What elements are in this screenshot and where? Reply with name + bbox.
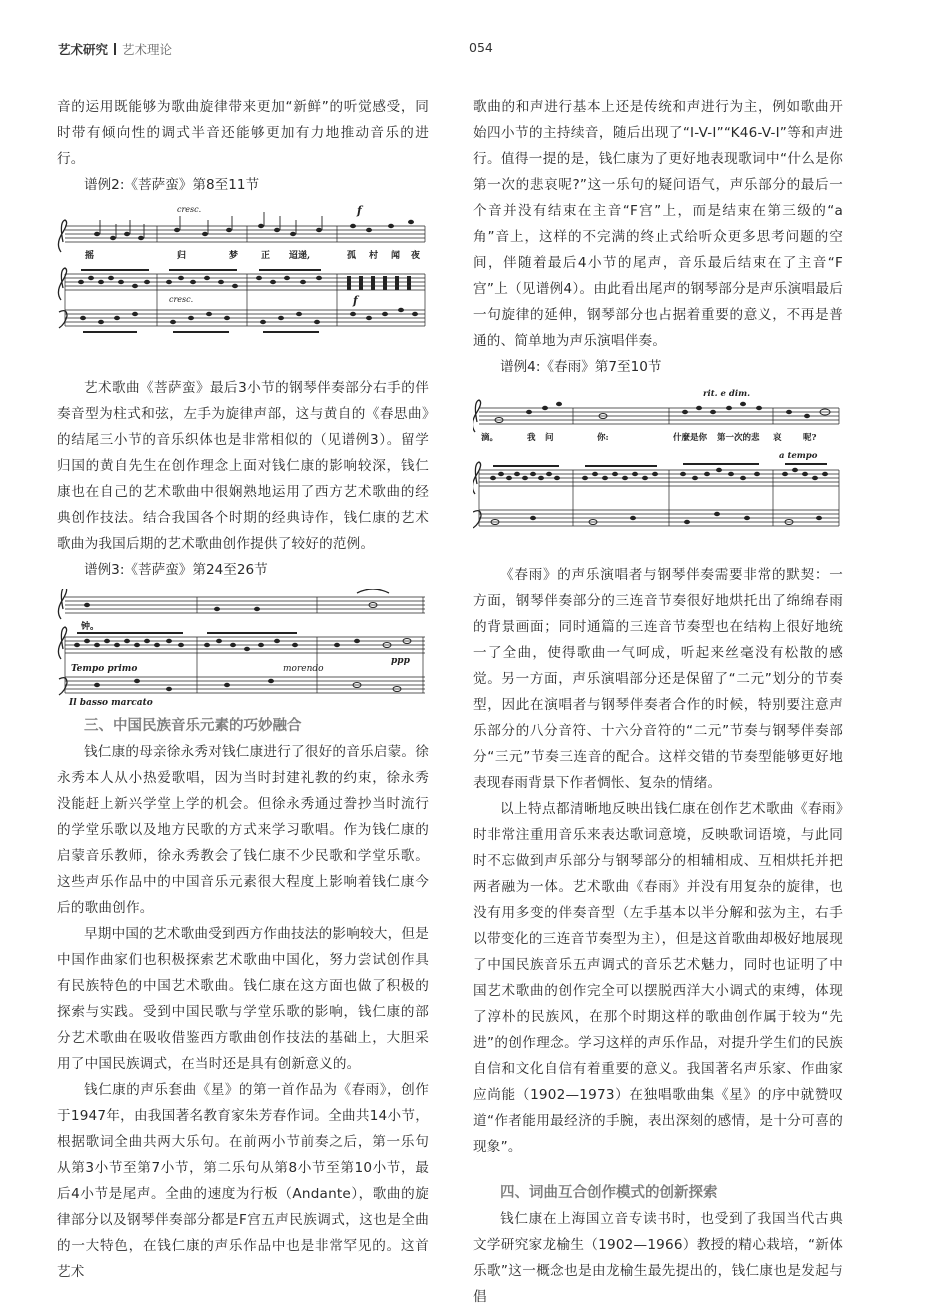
left-paragraph-1: 音的运用既能够为歌曲旋律带来更加“新鲜”的听觉感受，同时带有倾向性的调式半音还能够更加有力地推动音乐的进行。: [57, 99, 429, 167]
lyric: 你:: [597, 433, 609, 443]
right-paragraph-1: 歌曲的和声进行基本上还是传统和声进行为主，例如歌曲开始四小节的主持续音，随后出现了“I-V-I”“K46-V-I”等和声进行。值得一提的是，钱仁康为了更好地表现歌词中“什么是你第一次的悲哀呢?”这一乐句的疑问语气，声乐部分的最后一个音并没有结束在主音“F宫”上，而是结束在第三级的“a角”音上，这样的不完满的终止式给听众更多思考问题的空间，伴随着最后4小节的尾声，音乐最后结束在了主音“F宫”上（见谱例4）。由此看出尾声的钢琴部分是声乐演唱最后一句旋律的延伸，钢琴部分也占据着重要的意义，不再是普通的、简单地为声乐演唱伴奏。: [473, 99, 843, 349]
example-4-caption: 谱例4:《春雨》第7至10节: [500, 359, 662, 375]
a-tempo-mark: a tempo: [779, 451, 818, 461]
tempo-primo-mark: Tempo primo: [71, 664, 138, 674]
lyric: 摇: [85, 251, 95, 261]
ppp-mark: ppp: [391, 656, 410, 666]
page-number: 054: [469, 40, 493, 55]
lyric: 呢?: [803, 433, 817, 443]
lyric: 梦: [229, 251, 239, 261]
right-column: [473, 94, 843, 1310]
lyric: 归: [177, 251, 187, 261]
example-3-lyric: 钟。: [81, 622, 100, 632]
lyric: 夜: [411, 251, 421, 261]
lyric: 村: [369, 251, 379, 261]
forte-mark-piano: f: [353, 294, 358, 307]
basso-marcato-mark: Il basso marcato: [69, 698, 153, 707]
lyric: 孤: [347, 251, 357, 261]
rit-dim-mark: rit. e dim.: [703, 389, 751, 399]
cresc-mark-voice: cresc.: [177, 205, 202, 214]
lyric: 什麼是你: [673, 433, 708, 443]
section-name: 艺术理论: [122, 42, 173, 57]
forte-mark-voice: f: [357, 204, 362, 217]
lyric: 迢递,: [289, 251, 311, 261]
lyric: 闻: [391, 251, 401, 261]
section-heading-3: 三、中国民族音乐元素的巧妙融合: [84, 717, 302, 734]
example-2-caption: 谱例2:《菩萨蛮》第8至11节: [84, 177, 260, 193]
music-example-2: [57, 204, 429, 369]
left-paragraph-4: 早期中国的艺术歌曲受到西方作曲技法的影响较大，但是中国作曲家们也积极探索艺术歌曲中国化，努力尝试创作具有民族特色的中国艺术歌曲。钱仁康在这方面也做了积极的探索与实践。受到中国民歌与学堂乐歌的影响，钱仁康的部分艺术歌曲在吸收借鉴西方歌曲创作技法的基础上，大胆采用了中国民族调式，在当时还是具有创新意义的。: [57, 926, 429, 1072]
lyric: 我: [527, 433, 536, 443]
lyric: 正: [261, 251, 271, 261]
journal-name: 艺术研究: [58, 42, 109, 57]
lyric: 滴。: [481, 433, 499, 443]
left-paragraph-5: 钱仁康的声乐套曲《星》的第一首作品为《春雨》，创作于1947年，由我国著名教育家朱芳春作词。全曲共14小节，根据歌词全曲共两大乐句。在前两小节前奏之后，第一乐句从第3小节至第7小节，第二乐句从第8小节至第10小节，最后4小节是尾声。全曲的速度为行板（Andante），歌曲的旋律部分以及钢琴伴奏部分都是F宫五声民族调式，这也是全曲的一大特色，在钱仁康的声乐作品中也是非常罕见的。这首艺术: [57, 1082, 429, 1280]
section-heading-4: 四、词曲互合创作模式的创新探索: [500, 1184, 718, 1201]
lyric: 哀: [773, 433, 782, 443]
right-paragraph-2: 《春雨》的声乐演唱者与钢琴伴奏需要非常的默契：一方面，钢琴伴奏部分的三连音节奏很好地烘托出了绵绵春雨的背景画面；同时通篇的三连音节奏型也在结构上很好地统一了全曲，使得歌曲一气呵成，听起来丝毫没有松散的感觉。另一方面，声乐演唱部分还是保留了“二元”划分的节奏型，因此在演唱者与钢琴伴奏者合作的时候，特别要注意声乐部分的八分音符、十六分音符的“二元”节奏与钢琴伴奏部分“三元”节奏三连音的配合。这样交错的节奏型能够更好地表现春雨背景下作者惆怅、复杂的情绪。: [473, 567, 843, 791]
left-column: [57, 94, 429, 1285]
cresc-mark-piano: cresc.: [169, 295, 194, 304]
left-paragraph-3: 钱仁康的母亲徐永秀对钱仁康进行了很好的音乐启蒙。徐永秀本人从小热爱歌唱，因为当时封建礼教的约束，徐永秀没能赶上新兴学堂上学的机会。但徐永秀通过誊抄当时流行的学堂乐歌以及地方民歌的方式来学习歌唱。作为钱仁康的启蒙音乐教师，徐永秀教会了钱仁康不少民歌和学堂乐歌。这些声乐作品中的中国音乐元素很大程度上影响着钱仁康今后的歌曲创作。: [57, 744, 429, 916]
lyric: 问: [545, 433, 554, 443]
header-divider: [114, 43, 116, 55]
left-paragraph-2: 艺术歌曲《菩萨蛮》最后3小节的钢琴伴奏部分右手的伴奏音型为柱式和弦，左手为旋律声部，这与黄自的《春思曲》的结尾三小节的音乐织体也是非常相似的（见谱例3）。留学归国的黄自先生在创作理念上面对钱仁康的影响较深，钱仁康也在自己的艺术歌曲中很娴熟地运用了西方艺术歌曲的经典创作技法。结合我国各个时期的经典诗作，钱仁康的艺术歌曲为我国后期的艺术歌曲创作提供了较好的范例。: [57, 380, 429, 552]
right-paragraph-3: 以上特点都清晰地反映出钱仁康在创作艺术歌曲《春雨》时非常注重用音乐来表达歌词意境，反映歌词语境，与此同时不忘做到声乐部分与钢琴部分的相辅相成、互相烘托并把两者融为一体。艺术歌曲《春雨》并没有用复杂的旋律，也没有用多变的伴奏音型（左手基本以半分解和弦为主，右手以带变化的三连音节奏型为主），但是这首歌曲却极好地展现了中国民族音乐五声调式的音乐艺术魅力，同时也证明了中国艺术歌曲的创作完全可以摆脱西洋大小调式的束缚，体现了淳朴的民族风，在那个时期这样的歌曲创作属于较为“先进”的创作理念。学习这样的声乐作品，对提升学生们的民族自信和文化自信有着重要的意义。我国著名声乐家、作曲家应尚能（1902—1973）在独唱歌曲集《星》的序中就赞叹道“作者能用最经济的手腕，表出深刻的感情，是十分可喜的现象”。: [473, 801, 843, 1155]
example-3-caption: 谱例3:《菩萨蛮》第24至26节: [84, 562, 268, 578]
right-paragraph-4: 钱仁康在上海国立音专读书时，也受到了我国当代古典文学研究家龙榆生（1902—1966）教授的精心栽培，“新体乐歌”这一概念也是由龙榆生最先提出的，钱仁康也是发起与倡: [473, 1211, 843, 1305]
music-example-3: [57, 589, 429, 707]
lyric: 第一次的悲: [717, 433, 760, 443]
morendo-mark: morendo: [283, 664, 324, 674]
music-example-4: [473, 386, 843, 556]
running-header: [58, 40, 172, 58]
